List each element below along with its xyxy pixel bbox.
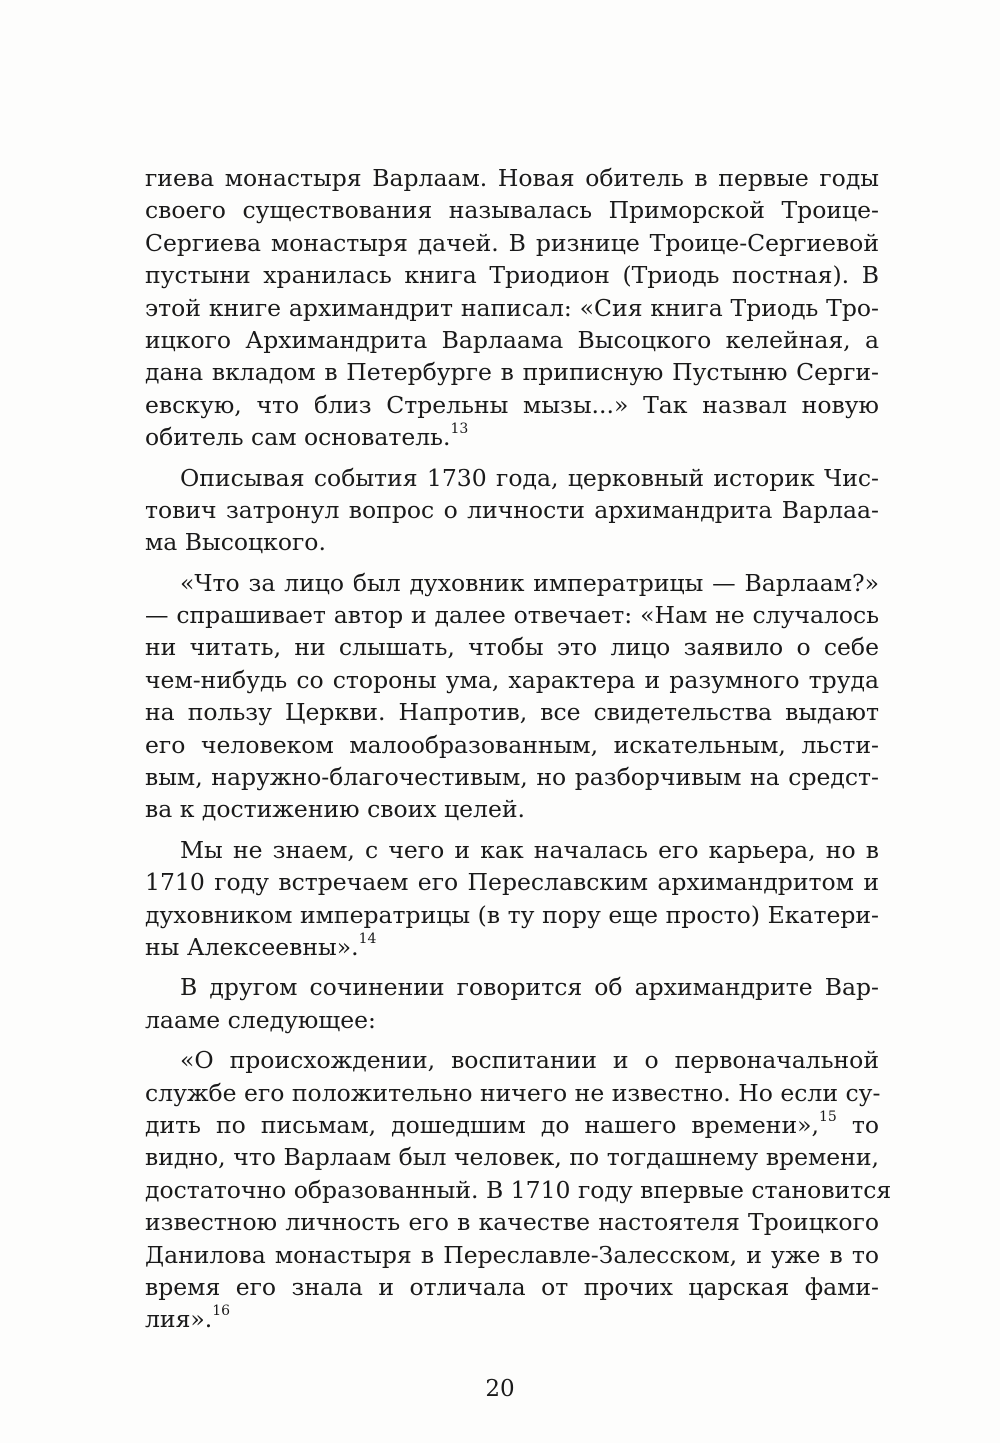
- text-line: [145, 631, 879, 663]
- text-line: [145, 1141, 879, 1173]
- paragraph: [145, 567, 879, 826]
- text-line: [145, 324, 879, 356]
- footnote-marker: 16: [212, 1303, 231, 1320]
- text-line: [145, 599, 879, 631]
- paragraph: [145, 834, 879, 964]
- line-text: достаточно образованный. В 1710 году впервые становится: [145, 1175, 892, 1204]
- line-text: на пользу Церкви. Напротив, все свидетельства выдают: [145, 698, 879, 727]
- line-text: 1710 году встречаем его Переславским архимандритом и: [145, 868, 879, 897]
- line-text: его человеком малообразованным, искательным, льсти-: [145, 730, 879, 759]
- line-text: дана вкладом в Петербурге в приписную Пустыню Серги-: [145, 358, 879, 387]
- body-text: [145, 162, 892, 1336]
- paragraph: [145, 1044, 892, 1336]
- line-text: евскую, что близ Стрельны мызы...» Так назвал новую: [145, 390, 879, 419]
- line-text: ицкого Архимандрита Варлаама Высоцкого келейная, а: [145, 325, 879, 354]
- line-text: Данилова монастыря в Переславле-Залесском, и уже в то: [145, 1240, 879, 1269]
- footnote-marker: 15: [818, 1109, 837, 1126]
- paragraph-gap: [145, 826, 879, 834]
- text-line: [145, 421, 879, 453]
- line-text: лааме следующее:: [145, 1005, 376, 1034]
- line-text: Описывая события 1730 года, церковный историк Чис-: [180, 463, 879, 492]
- line-text: пустыни хранилась книга Триодион (Триодь постная). В: [145, 261, 879, 290]
- text-line: [145, 259, 879, 291]
- line-text: службе его положительно ничего не известно. Но если су-: [145, 1078, 881, 1107]
- text-line: [145, 696, 879, 728]
- line-text: известною личность его в качестве настоятеля Троицкого: [145, 1208, 879, 1237]
- paragraph-gap: [145, 963, 879, 971]
- text-line: [145, 1077, 879, 1109]
- text-line: [145, 494, 879, 526]
- line-text: ни читать, ни слышать, чтобы это лицо заявило о себе: [145, 633, 879, 662]
- line-text: обитель сам основатель.: [145, 423, 451, 452]
- line-text: лия».: [145, 1305, 213, 1334]
- text-line: [145, 567, 879, 599]
- paragraph: [145, 162, 879, 454]
- line-text: чем-нибудь со стороны ума, характера и разумного труда: [145, 665, 879, 694]
- line-text: видно, что Варлаам был человек, по тогдашнему времени,: [145, 1143, 879, 1172]
- line-text: дить по письмам, дошедшим до нашего времени»,: [145, 1110, 819, 1139]
- text-line: [145, 793, 879, 825]
- line-text: В другом сочинении говорится об архимандрите Вар-: [180, 973, 879, 1002]
- line-text: вым, наружно-благочестивым, но разборчивым на средст-: [145, 763, 879, 792]
- text-line: [145, 834, 879, 866]
- line-text: — спрашивает автор и далее отвечает: «Нам не случалось: [145, 601, 879, 630]
- text-line: [145, 462, 879, 494]
- text-line: [145, 1174, 892, 1206]
- text-line: [145, 931, 879, 963]
- paragraph-gap: [145, 1036, 879, 1044]
- line-text: тович затронул вопрос о личности архимандрита Варлаа-: [145, 495, 879, 524]
- text-line: [145, 1271, 879, 1303]
- text-line: [145, 761, 879, 793]
- text-line: [145, 971, 879, 1003]
- text-line: [145, 162, 879, 194]
- text-line: [145, 1109, 879, 1141]
- text-line: [145, 292, 879, 324]
- footnote-marker: 14: [358, 931, 377, 948]
- text-line: [145, 1239, 879, 1271]
- text-line: [145, 526, 879, 558]
- page-number: 20: [485, 1376, 515, 1402]
- text-line: [145, 866, 879, 898]
- line-text: ма Высоцкого.: [145, 528, 326, 557]
- text-line: [145, 389, 879, 421]
- line-text: время его знала и отличала от прочих царская фами-: [145, 1272, 879, 1301]
- line-text: «Что за лицо был духовник императрицы — Варлаам?»: [180, 568, 879, 597]
- line-text: гиева монастыря Варлаам. Новая обитель в первые годы: [145, 164, 879, 192]
- text-line: [145, 729, 879, 761]
- line-text: ны Алексеевны».: [145, 932, 359, 961]
- line-text: своего существования называлась Приморской Троице-: [145, 196, 879, 225]
- line-text: этой книге архимандрит написал: «Сия книга Триодь Тро-: [145, 293, 879, 322]
- text-line: [145, 1004, 879, 1036]
- line-text: духовником императрицы (в ту пору еще просто) Екатери-: [145, 900, 879, 929]
- paragraph: [145, 971, 879, 1036]
- footnote-marker: 13: [450, 421, 469, 438]
- line-text: «О происхождении, воспитании и о первоначальной: [180, 1046, 879, 1075]
- text-line: [145, 227, 879, 259]
- paragraph-gap: [145, 559, 879, 567]
- text-line: [145, 664, 879, 696]
- text-line: [145, 356, 879, 388]
- text-line: [145, 1303, 879, 1335]
- text-line: [145, 1206, 879, 1238]
- paragraph-gap: [145, 454, 879, 462]
- line-text: Сергиева монастыря дачей. В ризнице Троице-Сергиевой: [145, 228, 879, 257]
- line-text-tail: то: [836, 1110, 880, 1139]
- text-line: [145, 194, 879, 226]
- line-text: ва к достижению своих целей.: [145, 795, 526, 824]
- line-text: Мы не знаем, с чего и как началась его карьера, но в: [180, 835, 879, 864]
- text-line: [145, 1044, 879, 1076]
- paragraph: [145, 462, 879, 559]
- text-line: [145, 899, 879, 931]
